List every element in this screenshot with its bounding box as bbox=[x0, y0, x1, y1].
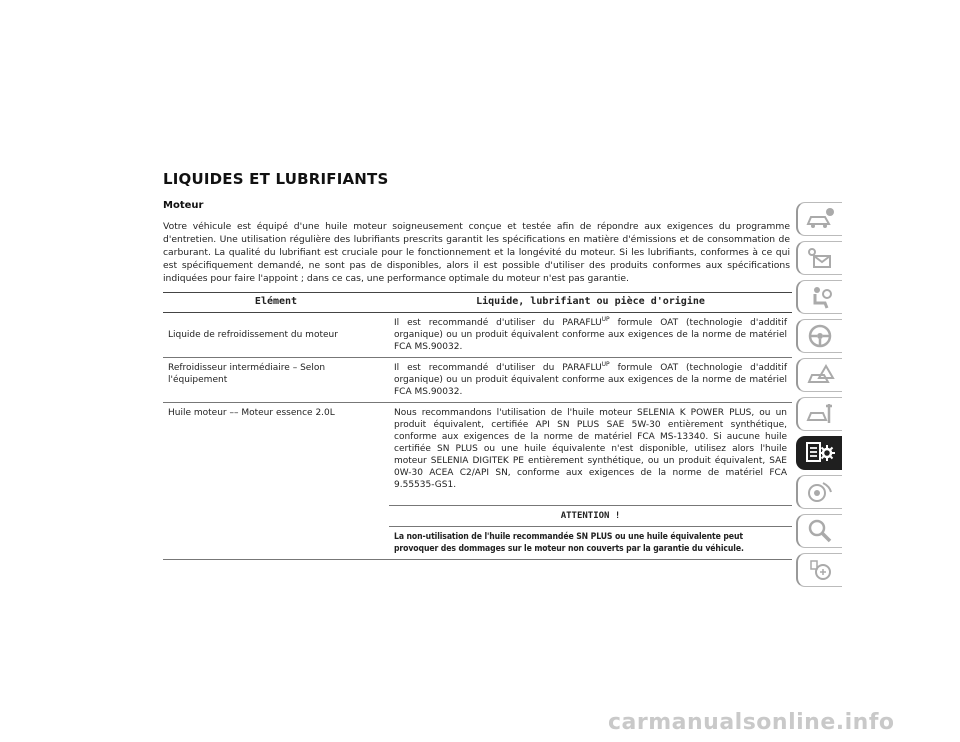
language-icon bbox=[805, 557, 835, 583]
tab-customer-assistance[interactable] bbox=[796, 553, 842, 587]
row-desc-coolant: Il est recommandé d'utiliser du $PARAFLU^{UP}$ formule OAT (technologie d'additif organique) ou un produit équivalent conforme aux exigences de la norme de matériel FCA MS.90032. bbox=[389, 313, 792, 358]
tab-vehicle-info[interactable] bbox=[796, 202, 842, 236]
magnifier-icon bbox=[805, 518, 835, 544]
section-heading: Moteur bbox=[163, 200, 204, 211]
seat-airbag-icon bbox=[805, 284, 835, 310]
row-desc-engine-oil: Nous recommandons l'utilisation de l'huile moteur SELENIA K POWER PLUS, ou un produit équivalent, certifiée API SN PLUS SAE 5W-30 entièrement synthétique, conforme aux exigences de la norme de matériel FCA MS-13340. Si aucune huile certifiée SN PLUS ou une huile équivalente n'est disponible, utilisez alors l'huile moteur SELENIA DIGITEK PE entièrement synthétique, ou un produit équivalent, SAE 0W-30 ACEA C2/API SN, conforme aux exigences de la norme de matériel FCA 9.55535-GS1. bbox=[389, 403, 792, 506]
chapter-tabs bbox=[796, 202, 842, 592]
column-header-element: Elément bbox=[163, 293, 389, 313]
page-title: LIQUIDES ET LUBRIFIANTS bbox=[163, 170, 389, 188]
warning-title: ATTENTION ! bbox=[389, 506, 792, 527]
table-row bbox=[163, 403, 792, 506]
car-info-icon bbox=[805, 206, 835, 232]
row-element-coolant: Liquide de refroidissement du moteur bbox=[163, 313, 389, 358]
tab-getting-started[interactable] bbox=[796, 241, 842, 275]
tab-technical-specifications[interactable] bbox=[796, 436, 842, 470]
specs-gear-icon bbox=[805, 440, 835, 466]
table-header-row bbox=[163, 293, 792, 313]
tab-safety[interactable] bbox=[796, 280, 842, 314]
key-envelope-icon bbox=[805, 245, 835, 271]
tab-multimedia[interactable] bbox=[796, 475, 842, 509]
tab-index[interactable] bbox=[796, 514, 842, 548]
car-service-icon bbox=[805, 401, 835, 427]
column-header-fluid: Liquide, lubrifiant ou pièce d'origine bbox=[389, 293, 792, 313]
steering-wheel-icon bbox=[805, 323, 835, 349]
tab-servicing[interactable] bbox=[796, 397, 842, 431]
warning-text: La non-utilisation de l'huile recommandée SN PLUS ou une huile équivalente peut provoquer des dommages sur le moteur non couverts par la garantie du véhicule. bbox=[389, 527, 792, 560]
tab-driving[interactable] bbox=[796, 319, 842, 353]
watermark: carmanualsonline.info bbox=[608, 710, 895, 735]
warning-triangle-car-icon bbox=[805, 362, 835, 388]
tab-emergency[interactable] bbox=[796, 358, 842, 392]
intro-paragraph: Votre véhicule est équipé d'une huile moteur soigneusement conçue et testée afin de répondre aux exigences du programme d'entretien. Une utilisation régulière des lubrifiants prescrits garantit les spécifications en matière d'émissions et de consommation de carburant. La qualité du lubrifiant est cruciale pour le fonctionnement et la longévité du moteur. Si les lubrifiants, conformes à ce qui est spécifiquement demandé, ne sont pas de disponibles, alors il est possible d'utiliser des produits conformes aux spécifications indiquées pour faire l'appoint ; dans ce cas, une performance optimale du moteur n'est pas garantie. bbox=[163, 221, 790, 284]
table-row bbox=[163, 313, 792, 358]
table-row bbox=[163, 358, 792, 403]
multimedia-icon bbox=[805, 479, 835, 505]
row-element-engine-oil: Huile moteur –– Moteur essence 2.0L bbox=[163, 403, 389, 560]
row-desc-intercooler: Il est recommandé d'utiliser du $PARAFLU^{UP}$ formule OAT (technologie d'additif organique) ou un produit équivalent conforme aux exigences de la norme de matériel FCA MS.90032. bbox=[389, 358, 792, 403]
fluids-table bbox=[163, 292, 792, 560]
row-element-intercooler: Refroidisseur intermédiaire – Selon l'équipement bbox=[163, 358, 389, 403]
